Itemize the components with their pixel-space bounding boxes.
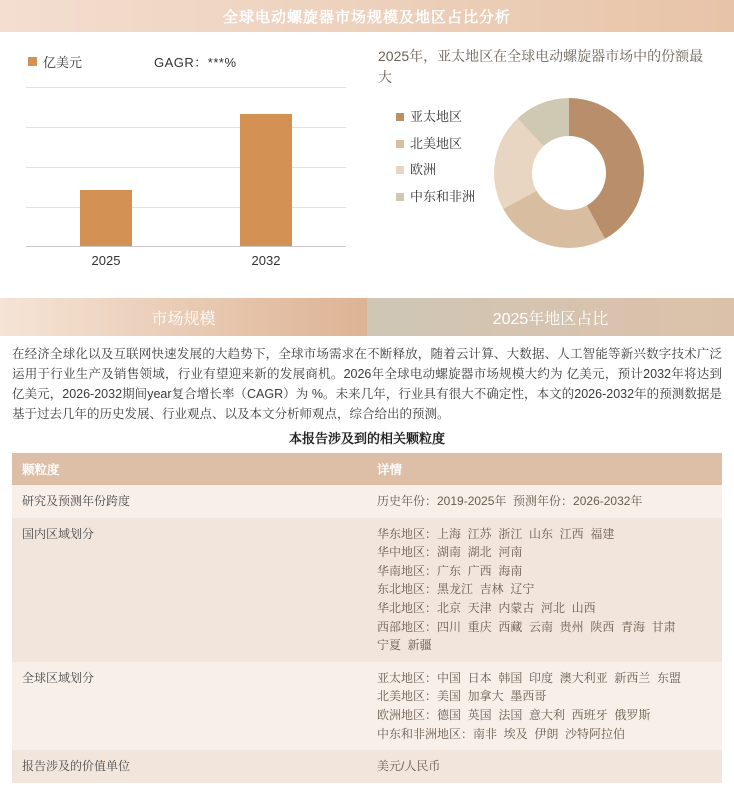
bar-2025: [80, 190, 132, 246]
legend-swatch-icon: [396, 166, 404, 174]
table-header-row: [12, 453, 722, 485]
detail-line: 华东地区：上海 江苏 浙江 山东 江西 福建: [377, 526, 615, 541]
legend-swatch-icon: [396, 140, 404, 148]
detail-line: 历史年份：2019-2025年 预测年份：2026-2032年: [377, 494, 643, 508]
pie-legend-label: 亚太地区: [410, 109, 463, 124]
detail-line: 中东和非洲地区：南非 埃及 伊朗 沙特阿拉伯: [377, 726, 626, 741]
banner-market-size: 市场规模: [0, 298, 367, 336]
detail-line: 华北地区：北京 天津 内蒙古 河北 山西: [377, 600, 596, 615]
banner-region-share: 2025年地区占比: [367, 298, 734, 336]
cell-detail: [367, 485, 722, 518]
pie-chart-body: [372, 94, 726, 248]
bar-x-axis: [26, 253, 346, 268]
pie-legend-label: 中东和非洲: [410, 188, 476, 204]
bar-slot: [186, 87, 346, 246]
cell-detail: [367, 518, 722, 662]
pie-legend-item: [396, 161, 482, 179]
summary-paragraph: 在经济全球化以及互联网快速发展的大趋势下，全球市场需求在不断释放，随着云计算、大数据、人工智能等新兴数字技术广泛运用于行业生产及销售领域，行业有望迎来新的发展商机。2026年全球电动螺旋器市场规模大约为 亿美元，预计2032年将达到 亿美元，2026-2032期间year复合增长率（CAGR）为 %。未来几年，行业具有很大不确定性，本文的2026-2032年的预测数据是基于过去几年的历史发展、行业观点、以及本文分析师观点，综合给出的预测。: [12, 347, 722, 421]
legend-swatch-icon: [396, 193, 404, 201]
cell-granularity: 报告涉及的价值单位: [12, 750, 367, 783]
section-banners: [0, 298, 734, 336]
table-row: [12, 662, 722, 750]
page-title: 全球电动螺旋器市场规模及地区占比分析: [222, 8, 511, 26]
bar-chart: [0, 38, 368, 294]
table-row: [12, 485, 722, 518]
detail-line: 美元/人民币: [377, 759, 441, 774]
cell-granularity: 国内区域划分: [12, 518, 367, 662]
charts-row: [0, 32, 734, 294]
pie-legend-item: [396, 188, 482, 206]
detail-line: 欧洲地区：德国 英国 法国 意大利 西班牙 俄罗斯: [377, 707, 651, 722]
pie-legend-label: 北美地区: [410, 135, 463, 151]
bar-2032: [240, 114, 292, 247]
bar-plot-area: [26, 87, 346, 247]
donut-hole: [532, 136, 606, 210]
legend-swatch-icon: [396, 113, 404, 121]
pie-legend-label: 欧洲: [410, 162, 437, 178]
pie-legend-item: [396, 135, 482, 153]
legend-swatch-icon: [28, 57, 37, 66]
detail-line: 宁夏 新疆: [377, 638, 432, 653]
detail-line: 亚太地区：中国 日本 韩国 印度 澳大利亚 新西兰 东盟: [377, 670, 682, 685]
column-header-detail: 详情: [367, 453, 722, 485]
cell-detail: [367, 662, 722, 750]
x-tick-label: 2032: [251, 253, 281, 268]
detail-line: 华南地区：广东 广西 海南: [377, 563, 523, 578]
page-header: [0, 0, 734, 32]
cagr-label: GAGR：***%: [154, 55, 237, 70]
bar-chart-legend: [28, 52, 354, 71]
detail-line: 华中地区：湖南 湖北 河南: [377, 545, 523, 560]
table-row: [12, 518, 722, 662]
table-row: [12, 750, 722, 783]
pie-chart: [368, 38, 734, 294]
bar-legend-label: 亿美元: [43, 55, 83, 70]
table-caption: 本报告涉及到的相关颗粒度: [288, 431, 445, 446]
granularity-table: [12, 453, 722, 783]
x-tick-label: 2025: [91, 253, 121, 268]
cell-granularity: 全球区域划分: [12, 662, 367, 750]
bar-slot: [26, 87, 186, 246]
pie-chart-title: 2025年，亚太地区在全球电动螺旋器市场中的份额最大: [378, 48, 704, 85]
detail-line: 西部地区：四川 重庆 西藏 云南 贵州 陕西 青海 甘肃: [377, 619, 676, 634]
cell-detail: [367, 750, 722, 783]
cell-granularity: 研究及预测年份跨度: [12, 485, 367, 518]
pie-legend: [372, 94, 482, 248]
column-header-granularity: 颗粒度: [12, 453, 367, 485]
donut-graphic: [494, 98, 644, 248]
pie-legend-item: [396, 108, 482, 126]
detail-line: 北美地区：美国 加拿大 墨西哥: [377, 689, 547, 704]
detail-line: 东北地区：黑龙江 吉林 辽宁: [377, 582, 535, 597]
bar-series: [26, 87, 346, 246]
